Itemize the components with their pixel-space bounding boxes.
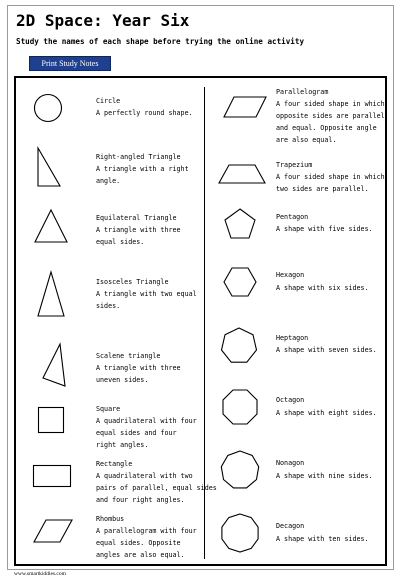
shape-description: A four sided shape in which two sides are parallel. (276, 173, 385, 193)
shape-name: Equilateral Triangle (96, 214, 177, 222)
heptagon-icon (219, 326, 259, 366)
shape-name: Square (96, 405, 121, 413)
scalene-triangle-icon (40, 342, 68, 388)
shape-description: A triangle with a right angle. (96, 165, 189, 185)
right-angled-triangle-icon (36, 146, 62, 188)
shape-name: Hexagon (276, 271, 305, 279)
octagon-icon (221, 388, 259, 426)
shape-description: A perfectly round shape. (96, 109, 193, 117)
shape-name: Rhombus (96, 515, 125, 523)
equilateral-triangle-icon (33, 208, 69, 244)
shape-name: Circle (96, 97, 121, 105)
footer-url[interactable]: www.smartkiddies.com (14, 571, 66, 577)
shape-description: A four sided shape in which opposite sides are parallel and equal. Opposite angle are also equal. (276, 100, 385, 144)
isosceles-triangle-icon (36, 270, 66, 318)
decagon-icon (219, 512, 261, 554)
shape-name: Nonagon (276, 459, 305, 467)
shape-description: A shape with seven sides. (276, 346, 377, 354)
shape-description: A shape with five sides. (276, 225, 373, 233)
hexagon-icon (222, 266, 258, 298)
shape-description: A triangle with three uneven sides. (96, 364, 181, 384)
page-subtitle: Study the names of each shape before trying the online activity (16, 37, 305, 46)
shape-description: A triangle with three equal sides. (96, 226, 181, 246)
shape-name: Scalene triangle (96, 352, 161, 360)
square-icon (37, 406, 65, 434)
rectangle-icon (32, 464, 72, 488)
shape-description: A triangle with two equal sides. (96, 290, 197, 310)
shape-description: A shape with eight sides. (276, 409, 377, 417)
shape-name: Parallelogram (276, 88, 329, 96)
shape-description: A shape with six sides. (276, 284, 369, 292)
shape-name: Pentagon (276, 213, 309, 221)
shape-name: Isosceles Triangle (96, 278, 169, 286)
rhombus-icon (32, 518, 74, 544)
shape-description: A parallelogram with four equal sides. Opposite angles are also equal. (96, 527, 197, 559)
trapezium-icon (217, 163, 267, 185)
shape-name: Octagon (276, 396, 305, 404)
shape-name: Decagon (276, 522, 305, 530)
pentagon-icon (223, 207, 257, 241)
parallelogram-icon (222, 95, 268, 119)
page-title: 2D Space: Year Six (16, 11, 190, 30)
circle-icon (33, 93, 63, 123)
shape-name: Heptagon (276, 334, 309, 342)
shape-description: A quadrilateral with four equal sides and four right angles. (96, 417, 197, 449)
shape-description: A shape with nine sides. (276, 472, 373, 480)
shape-name: Trapezium (276, 161, 313, 169)
shape-name: Rectangle (96, 460, 133, 468)
print-study-notes-button[interactable]: Print Study Notes (29, 56, 111, 71)
shape-description: A shape with ten sides. (276, 535, 369, 543)
shape-description: A quadrilateral with two pairs of parallel, equal sides and four right angles. (96, 472, 217, 504)
shape-name: Right-angled Triangle (96, 153, 181, 161)
nonagon-icon (219, 449, 261, 491)
